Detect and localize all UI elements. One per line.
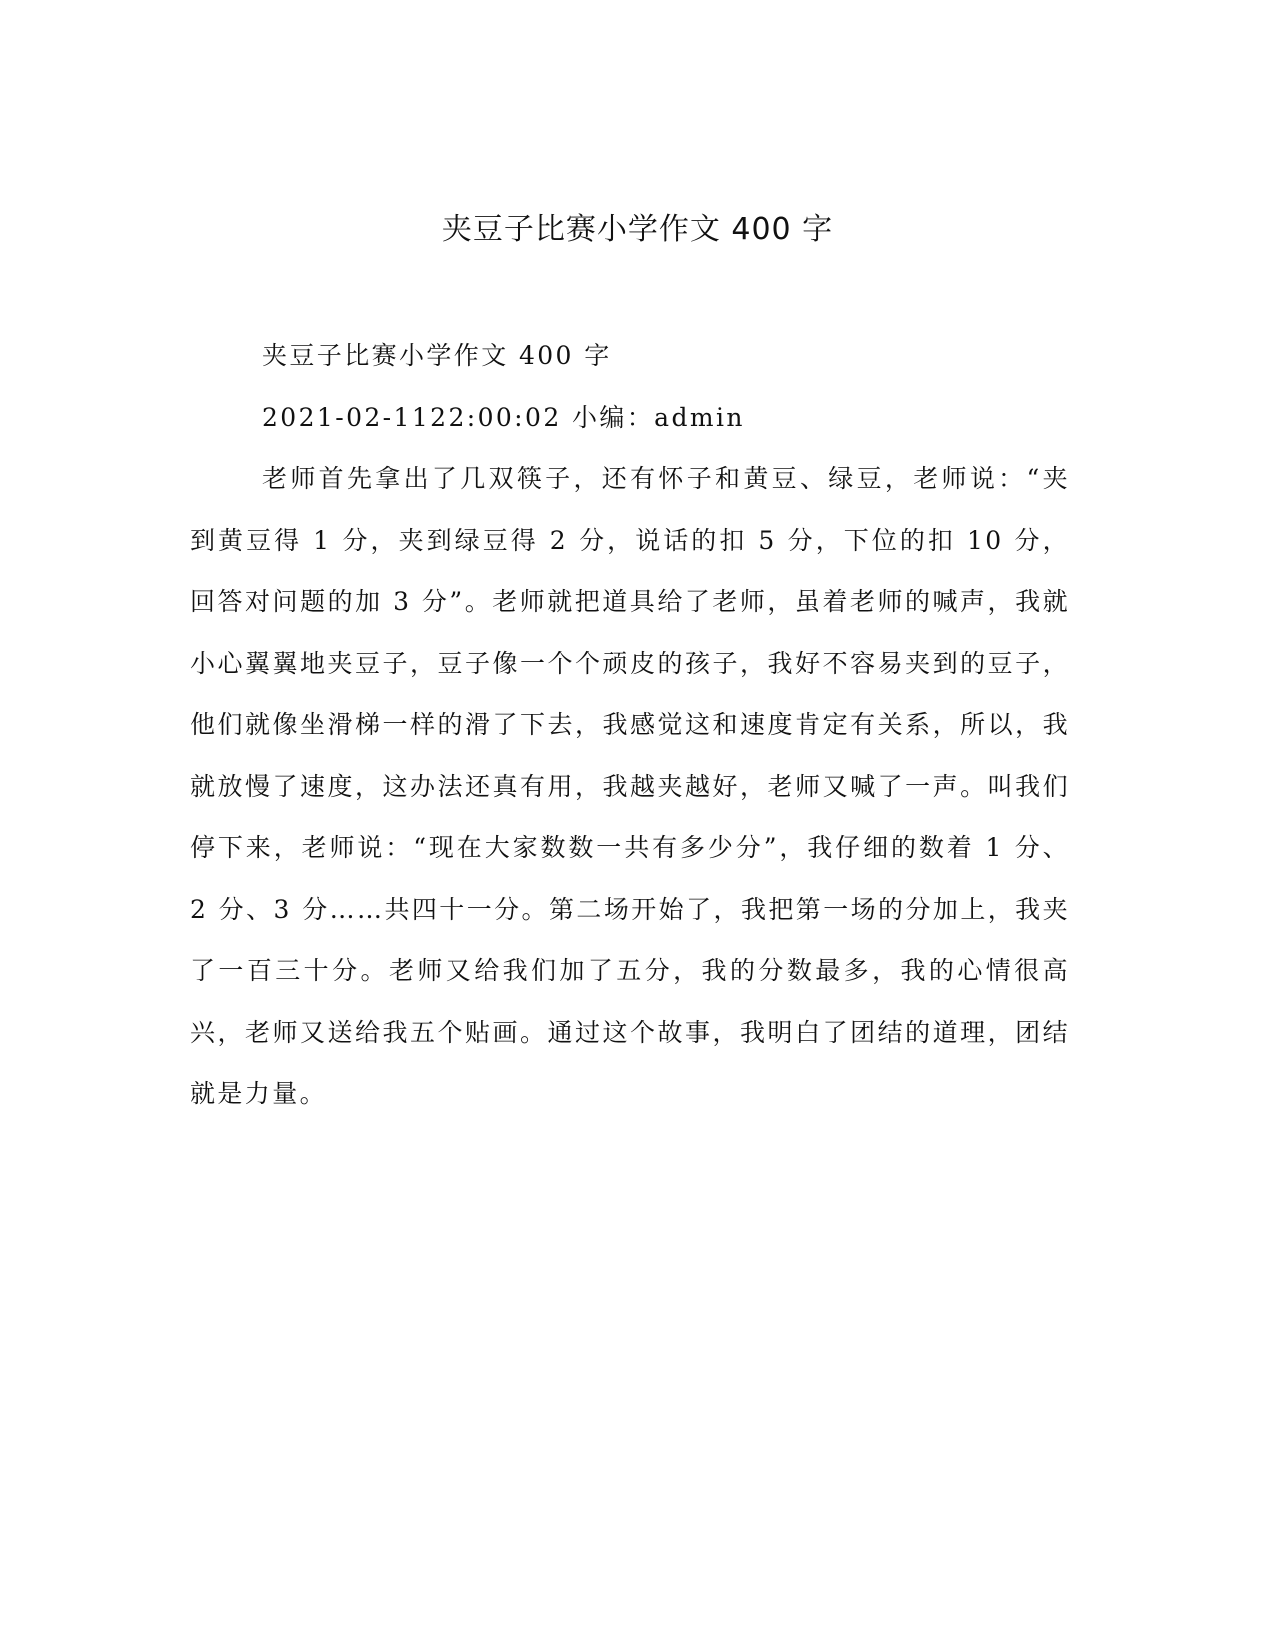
meta-line: 2021-02-1122:00:02 小编：admin xyxy=(262,402,745,432)
body-paragraph: 老师首先拿出了几双筷子，还有怀子和黄豆、绿豆，老师说：“夹到黄豆得 1 分，夹到绿豆得 2 分，说话的扣 5 分，下位的扣 10 分，回答对问题的加 3 分”。老师就把道具给了老师，虽着老师的喊声，我就小心翼翼地夹豆子，豆子像一个个顽皮的孩子，我好不容易夹到的豆子，他们就像坐滑梯一样的滑了下去，我感觉这和速度肯定有关系，所以，我就放慢了速度，这办法还真有用，我越夹越好，老师又喊了一声。叫我们停下来，老师说：“现在大家数数一共有多少分”，我仔细的数着 1 分、2 分、3 分……共四十一分。第二场开始了，我把第一场的分加上，我夹了一百三十分。老师又给我们加了五分，我的分数最多，我的心情很高兴，老师又送给我五个贴画。通过这个故事，我明白了团结的道理，团结就是力量。 xyxy=(190,464,1070,1108)
document-title: 夹豆子比赛小学作文 400 字 xyxy=(441,212,834,247)
subtitle-line: 夹豆子比赛小学作文 400 字 xyxy=(262,341,612,370)
document-content xyxy=(190,325,1070,1125)
